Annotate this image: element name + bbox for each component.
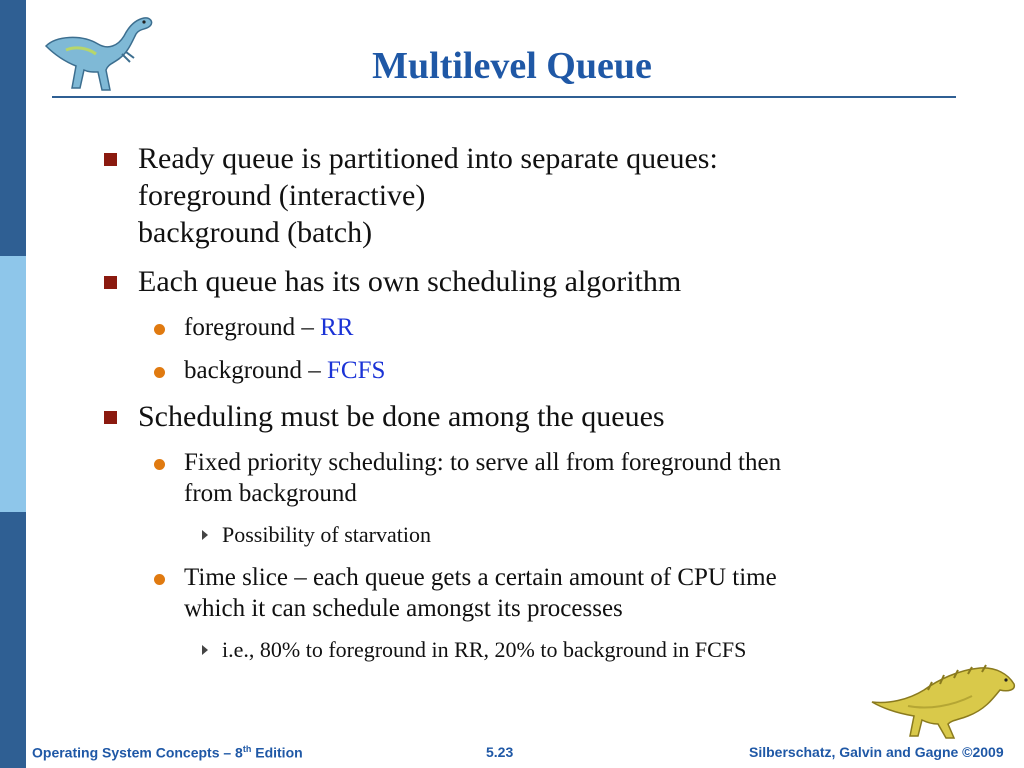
bullet-text: Scheduling must be done among the queues: [138, 400, 665, 433]
bullet-text: Each queue has its own scheduling algorithm: [138, 265, 682, 298]
square-bullet-icon: [104, 276, 117, 289]
triangle-bullet-icon: [202, 645, 208, 655]
slide-title: Multilevel Queue: [372, 45, 652, 87]
dinosaur-icon: [868, 660, 1018, 740]
dot-bullet-icon: [154, 324, 165, 335]
sub-sub-bullet-text: i.e., 80% to foreground in RR, 20% to background in FCFS: [222, 637, 747, 662]
slide-body: [100, 140, 980, 677]
dot-bullet-icon: [154, 367, 165, 378]
bullet-ready-queue: [100, 140, 980, 251]
sub-bullet-fixed-priority: [100, 447, 980, 509]
algorithm-highlight: FCFS: [327, 357, 386, 384]
sub-bullet-text: Fixed priority scheduling: to serve all from foreground then: [184, 449, 782, 476]
footer-page-number: 5.23: [486, 744, 514, 760]
sub-bullet-foreground: [100, 312, 980, 343]
footer-superscript: th: [242, 744, 252, 754]
sub-bullet-time-slice: [100, 562, 980, 624]
sidebar-band-top: [0, 0, 26, 256]
dot-bullet-icon: [154, 574, 165, 585]
footer-book-edition-text: Edition: [251, 744, 303, 761]
bullet-text: background (batch): [138, 216, 373, 249]
sub-bullet-text: which it can schedule amongst its processes: [184, 595, 623, 622]
bullet-text: foreground (interactive): [138, 179, 426, 212]
dot-bullet-icon: [154, 459, 165, 470]
bullet-own-algorithm: [100, 263, 980, 300]
title-divider: [52, 96, 956, 98]
square-bullet-icon: [104, 411, 117, 424]
bullet-scheduling-among-queues: [100, 398, 980, 435]
algorithm-highlight: RR: [320, 314, 354, 341]
footer-book-title: [32, 744, 303, 761]
sub-bullet-text: Time slice – each queue gets a certain amount of CPU time: [184, 564, 777, 591]
sub-bullet-text: foreground –: [184, 314, 321, 341]
footer-book-title-text: Operating System Concepts – 8: [32, 744, 243, 761]
footer-copyright: Silberschatz, Galvin and Gagne ©2009: [749, 744, 1004, 760]
dinosaur-icon: [36, 6, 156, 96]
sub-bullet-background: [100, 355, 980, 386]
sidebar-band-bottom: [0, 512, 26, 768]
sub-sub-bullet-starvation: [100, 521, 980, 549]
sub-sub-bullet-time-split: [100, 636, 980, 664]
triangle-bullet-icon: [202, 530, 208, 540]
sub-bullet-text: background –: [184, 357, 328, 384]
bullet-text: Ready queue is partitioned into separate queues:: [138, 142, 718, 175]
sidebar-band-middle: [0, 256, 26, 512]
sub-bullet-text: from background: [184, 480, 357, 507]
sub-sub-bullet-text: Possibility of starvation: [222, 522, 431, 547]
square-bullet-icon: [104, 153, 117, 166]
